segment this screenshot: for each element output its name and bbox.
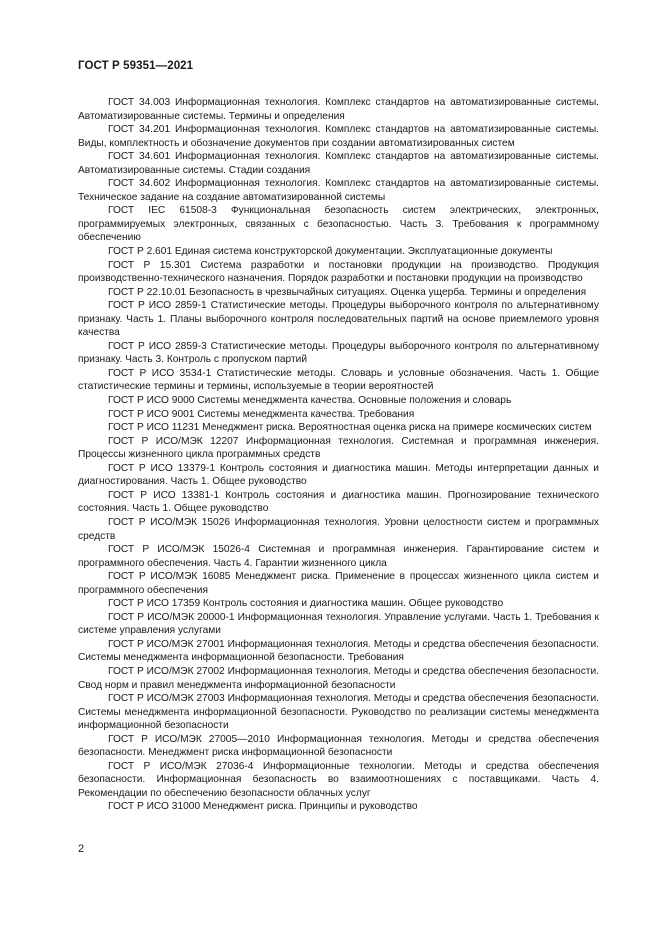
reference-item: ГОСТ Р ИСО/МЭК 15026-4 Системная и программная инженерия. Гарантирование систем и программного обеспечения. Часть 4. Гарантии жизненного цикла: [78, 544, 599, 569]
reference-item: ГОСТ 34.601 Информационная технология. Комплекс стандартов на автоматизированные системы. Автоматизированные системы. Стадии создания: [78, 151, 599, 176]
reference-item: ГОСТ Р 15.301 Система разработки и постановки продукции на производство. Продукция производственно-технического назначения. Порядок разработки и постановки продукции на производство: [78, 259, 599, 285]
reference-item: ГОСТ Р ИСО 13379-1 Контроль состояния и диагностика машин. Методы интерпретации данных и диагностирования. Часть 1. Общее руководство: [78, 462, 599, 488]
reference-item: ГОСТ Р 2.601 Единая система конструкторской документации. Эксплуатационные документы: [108, 246, 553, 258]
reference-item: ГОСТ 34.003 Информационная технология. Комплекс стандартов на автоматизированные системы. Автоматизированные системы. Термины и определения: [78, 97, 599, 122]
reference-item: ГОСТ Р ИСО/МЭК 20000-1 Информационная технология. Управление услугами. Часть 1. Требования к системе управления услугами: [78, 611, 599, 637]
reference-item: ГОСТ Р ИСО/МЭК 27036-4 Информационные технологии. Методы и средства обеспечения безопасности. Информационная безопасность во взаимоотношениях с поставщиками. Часть 4. Рекомендации по обеспечению безопасности облачных услуг: [78, 760, 599, 799]
reference-item: ГОСТ Р ИСО 2859-3 Статистические методы. Процедуры выборочного контроля по альтернативному признаку. Часть 3. Контроль с пропуском партий: [78, 340, 599, 366]
reference-item: ГОСТ Р ИСО/МЭК 27001 Информационная технология. Методы и средства обеспечения безопасности. Системы менеджмента информационной безопасности. Требования: [78, 638, 599, 664]
reference-item: ГОСТ Р ИСО 13381-1 Контроль состояния и диагностика машин. Прогнозирование технического состояния. Часть 1. Общее руководство: [78, 489, 599, 515]
normative-references-list: [78, 96, 599, 814]
reference-item: ГОСТ Р ИСО 9001 Системы менеджмента качества. Требования: [108, 408, 415, 420]
reference-item: ГОСТ Р ИСО/МЭК 27003 Информационная технология. Методы и средства обеспечения безопасности. Системы менеджмента информационной безопасности. Руководство по реализации системы менеджмента информационной безопасности: [78, 693, 599, 732]
reference-item: ГОСТ Р ИСО 9000 Системы менеджмента качества. Основные положения и словарь: [108, 395, 512, 407]
reference-item: ГОСТ Р ИСО/МЭК 12207 Информационная технология. Системная и программная инженерия. Процессы жизненного цикла программных средств: [78, 435, 599, 461]
reference-item: ГОСТ Р ИСО 3534-1 Статистические методы. Словарь и условные обозначения. Часть 1. Общие статистические термины и термины, используемые в теории вероятностей: [78, 367, 599, 393]
reference-item: ГОСТ Р ИСО/МЭК 16085 Менеджмент риска. Применение в процессах жизненного цикла систем и программного обеспечения: [78, 571, 599, 596]
reference-item: ГОСТ IEC 61508-3 Функциональная безопасность систем электрических, электронных, программируемых электронных, связанных с безопасностью. Часть 3. Требования к программному обеспечению: [78, 205, 599, 244]
reference-item: ГОСТ 34.602 Информационная технология. Комплекс стандартов на автоматизированные системы. Техническое задание на создание автоматизированной системы: [78, 178, 599, 203]
page-number: 2: [78, 843, 85, 855]
reference-item: ГОСТ Р ИСО 11231 Менеджмент риска. Вероятностная оценка риска на примере космических систем: [108, 422, 592, 434]
reference-item: ГОСТ Р ИСО 31000 Менеджмент риска. Принципы и руководство: [108, 801, 418, 813]
reference-item: ГОСТ 34.201 Информационная технология. Комплекс стандартов на автоматизированные системы. Виды, комплектность и обозначение документов при создании автоматизированных систем: [78, 124, 599, 149]
reference-item: ГОСТ Р ИСО/МЭК 15026 Информационная технология. Уровни целостности систем и программных средств: [78, 516, 599, 542]
reference-item: ГОСТ Р ИСО/МЭК 27002 Информационная технология. Методы и средства обеспечения безопасности. Свод норм и правил менеджмента информационной безопасности: [78, 665, 599, 691]
reference-item: ГОСТ Р 22.10.01 Безопасность в чрезвычайных ситуациях. Оценка ущерба. Термины и определения: [108, 286, 587, 298]
document-header: ГОСТ Р 59351—2021: [78, 60, 194, 72]
reference-item: ГОСТ Р ИСО 2859-1 Статистические методы. Процедуры выборочного контроля по альтернативному признаку. Часть 1. Планы выборочного контроля последовательных партий на основе приемлемого уровня качества: [78, 300, 599, 339]
reference-item: ГОСТ Р ИСО/МЭК 27005—2010 Информационная технология. Методы и средства обеспечения безопасности. Менеджмент риска информационной безопасности: [78, 733, 599, 759]
reference-item: ГОСТ Р ИСО 17359 Контроль состояния и диагностика машин. Общее руководство: [108, 598, 504, 610]
